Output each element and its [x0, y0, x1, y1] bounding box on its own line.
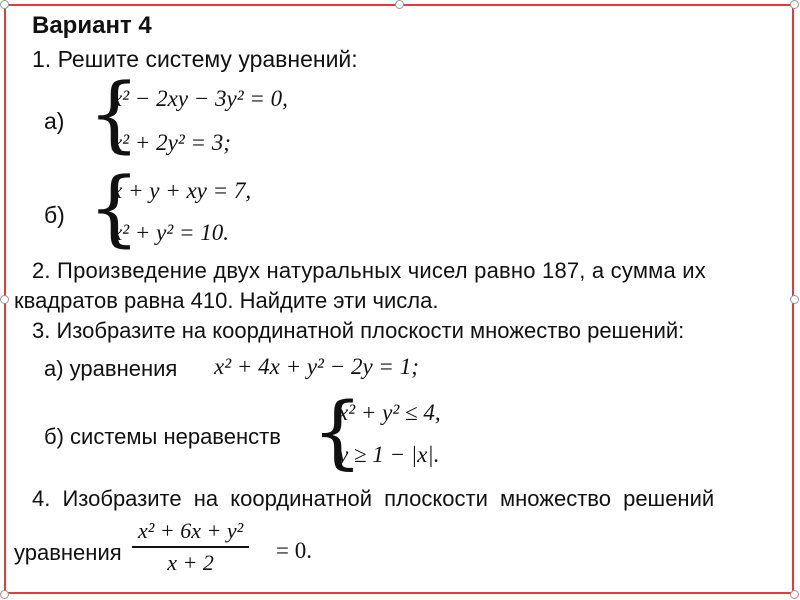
system-brace-icon: {: [312, 385, 363, 478]
task1-a-eq1: x² − 2xy − 3y² = 0,: [112, 86, 288, 111]
task1-heading: 1. Решите систему уравнений:: [32, 46, 358, 72]
task2-line2: квадратов равна 410. Найдите эти числа.: [14, 288, 439, 313]
task1-b-eq1: x + y + xy = 7,: [112, 178, 252, 203]
system-brace-icon: {: [88, 67, 141, 162]
task4-rhs: = 0.: [276, 538, 312, 563]
fraction-bar: [132, 546, 249, 548]
task1-b-eq2: x² + y² = 10.: [112, 220, 229, 245]
task1-a-label: а): [44, 108, 65, 134]
task1-b-label: б): [44, 202, 65, 228]
task3-b-label: б) системы неравенств: [44, 424, 281, 449]
task3-heading: 3. Изобразите на координатной плоскости множество решений:: [32, 318, 685, 343]
task4-denominator: x + 2: [167, 549, 214, 575]
task3-a-eq: x² + 4x + y² − 2y = 1;: [214, 354, 419, 379]
task4-label: уравнения: [14, 540, 122, 565]
task4-fraction: [132, 518, 249, 576]
task1-a-eq2: x² + 2y² = 3;: [112, 130, 231, 155]
task2-line1: 2. Произведение двух натуральных чисел равно 187, а сумма их: [32, 258, 706, 283]
task4-numerator: x² + 6x + y²: [138, 518, 244, 543]
task4-line1: 4. Изобразите на координатной плоскости множество решений: [32, 486, 715, 511]
system-brace-icon: {: [88, 161, 141, 256]
variant-title: Вариант 4: [32, 12, 152, 39]
task3-b-ineq2: y ≥ 1 − |x|.: [338, 442, 440, 467]
task3-a-label: а) уравнения: [44, 356, 178, 381]
task3-b-ineq1: x² + y² ≤ 4,: [338, 400, 441, 425]
